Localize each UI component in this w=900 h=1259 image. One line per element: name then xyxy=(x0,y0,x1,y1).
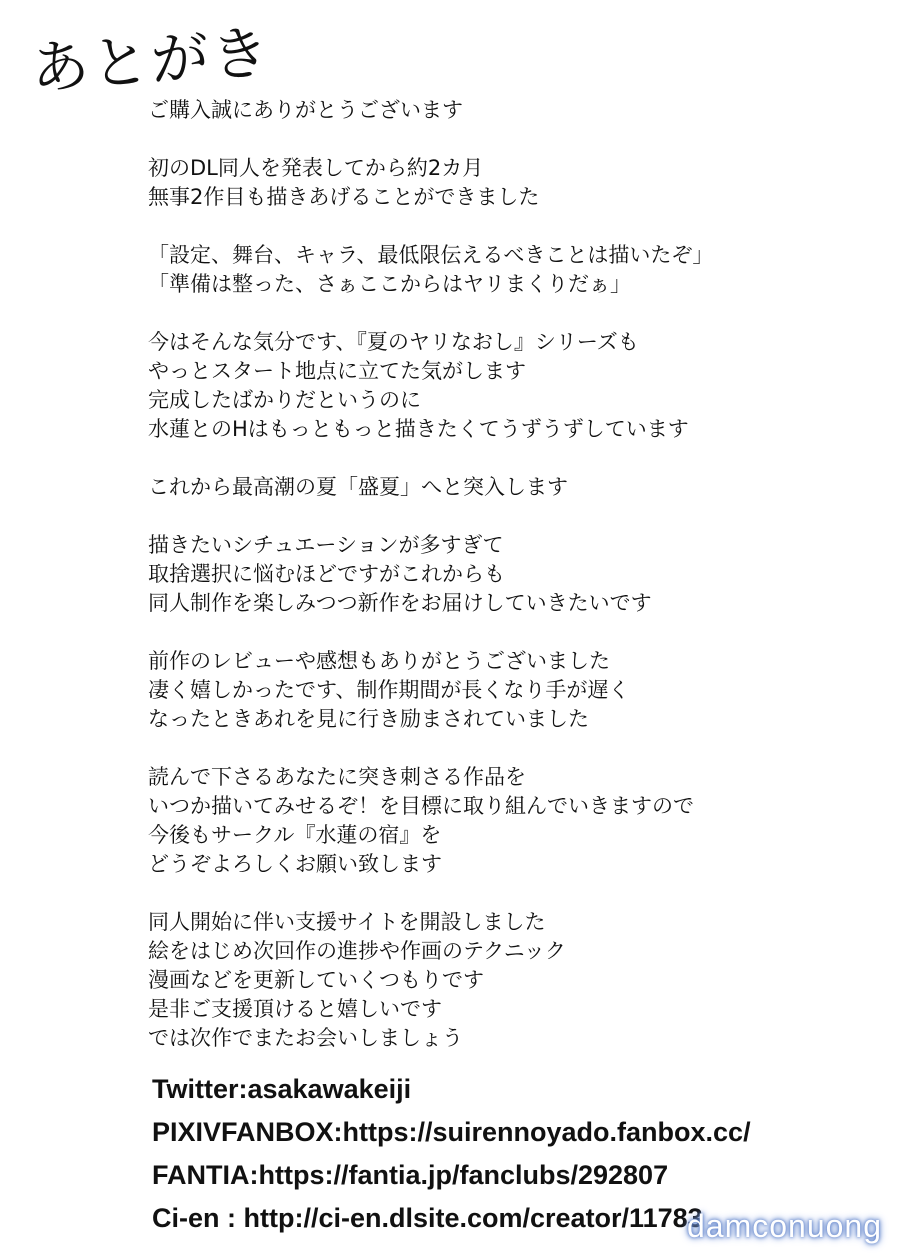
text-line: 読んで下さるあなたに突き刺さる作品を xyxy=(148,765,526,789)
text-line: 完成したばかりだというのに xyxy=(148,388,421,412)
text-line: どうぞよろしくお願い致します xyxy=(148,852,442,876)
ci-en-link: Ci-en : http://ci-en.dlsite.com/creator/11783 xyxy=(152,1203,703,1233)
afterword-body xyxy=(148,96,868,1082)
text-line: 同人開始に伴い支援サイトを開設しました xyxy=(148,910,546,934)
fantia-link: FANTIA:https://fantia.jp/fanclubs/292807 xyxy=(152,1160,669,1190)
text-line: 同人制作を楽しみつつ新作をお届けしていきたいです xyxy=(148,591,652,615)
text-line: 「設定、舞台、キャラ、最低限伝えるべきことは描いたぞ」 xyxy=(148,243,714,267)
text-line: 「準備は整った、さぁここからはヤリまくりだぁ」 xyxy=(148,272,631,296)
text-line: 取捨選択に悩むほどですがこれからも xyxy=(148,562,505,586)
text-line: これから最高潮の夏「盛夏」へと突入します xyxy=(148,475,568,499)
paragraph-5 xyxy=(148,473,868,502)
watermark: damconuong xyxy=(686,1208,882,1244)
paragraph-9 xyxy=(148,908,868,1053)
text-line: 絵をはじめ次回作の進捗や作画のテクニック xyxy=(148,939,566,963)
paragraph-1 xyxy=(148,96,868,125)
text-line: 凄く嬉しかったです、制作期間が長くなり手が遅く xyxy=(148,678,630,702)
text-line: なったときあれを見に行き励まされていました xyxy=(148,707,589,731)
text-line: 水蓮とのHはもっともっと描きたくてうずうずしています xyxy=(148,417,689,441)
text-line: 前作のレビューや感想もありがとうございました xyxy=(148,649,610,673)
twitter-link: Twitter:asakawakeiji xyxy=(152,1074,412,1104)
text-line: では次作でまたお会いしましょう xyxy=(148,1026,463,1050)
text-line: 今後もサークル『水蓮の宿』を xyxy=(148,823,442,847)
paragraph-4 xyxy=(148,328,868,444)
paragraph-2 xyxy=(148,154,868,212)
paragraph-8 xyxy=(148,763,868,879)
text-line: 無事2作目も描きあげることができました xyxy=(148,185,540,209)
pixiv-fanbox-link: PIXIVFANBOX:https://suirennoyado.fanbox.cc/ xyxy=(152,1117,751,1147)
text-line: いつか描いてみせるぞ！を目標に取り組んでいきますので xyxy=(148,794,694,818)
text-line: 是非ご支援頂けると嬉しいです xyxy=(148,997,442,1021)
paragraph-7 xyxy=(148,647,868,734)
page-title: あとがき xyxy=(28,18,274,103)
text-line: 初のDL同人を発表してから約2カ月 xyxy=(148,156,484,180)
paragraph-6 xyxy=(148,531,868,618)
text-line: やっとスタート地点に立てた気がします xyxy=(148,359,526,383)
paragraph-3 xyxy=(148,241,868,299)
text-line: 今はそんな気分です、『夏のヤリなおし』シリーズも xyxy=(148,330,639,354)
text-line: 漫画などを更新していくつもりです xyxy=(148,968,484,992)
text-line: ご購入誠にありがとうございます xyxy=(148,98,463,122)
text-line: 描きたいシチュエーションが多すぎて xyxy=(148,533,504,557)
